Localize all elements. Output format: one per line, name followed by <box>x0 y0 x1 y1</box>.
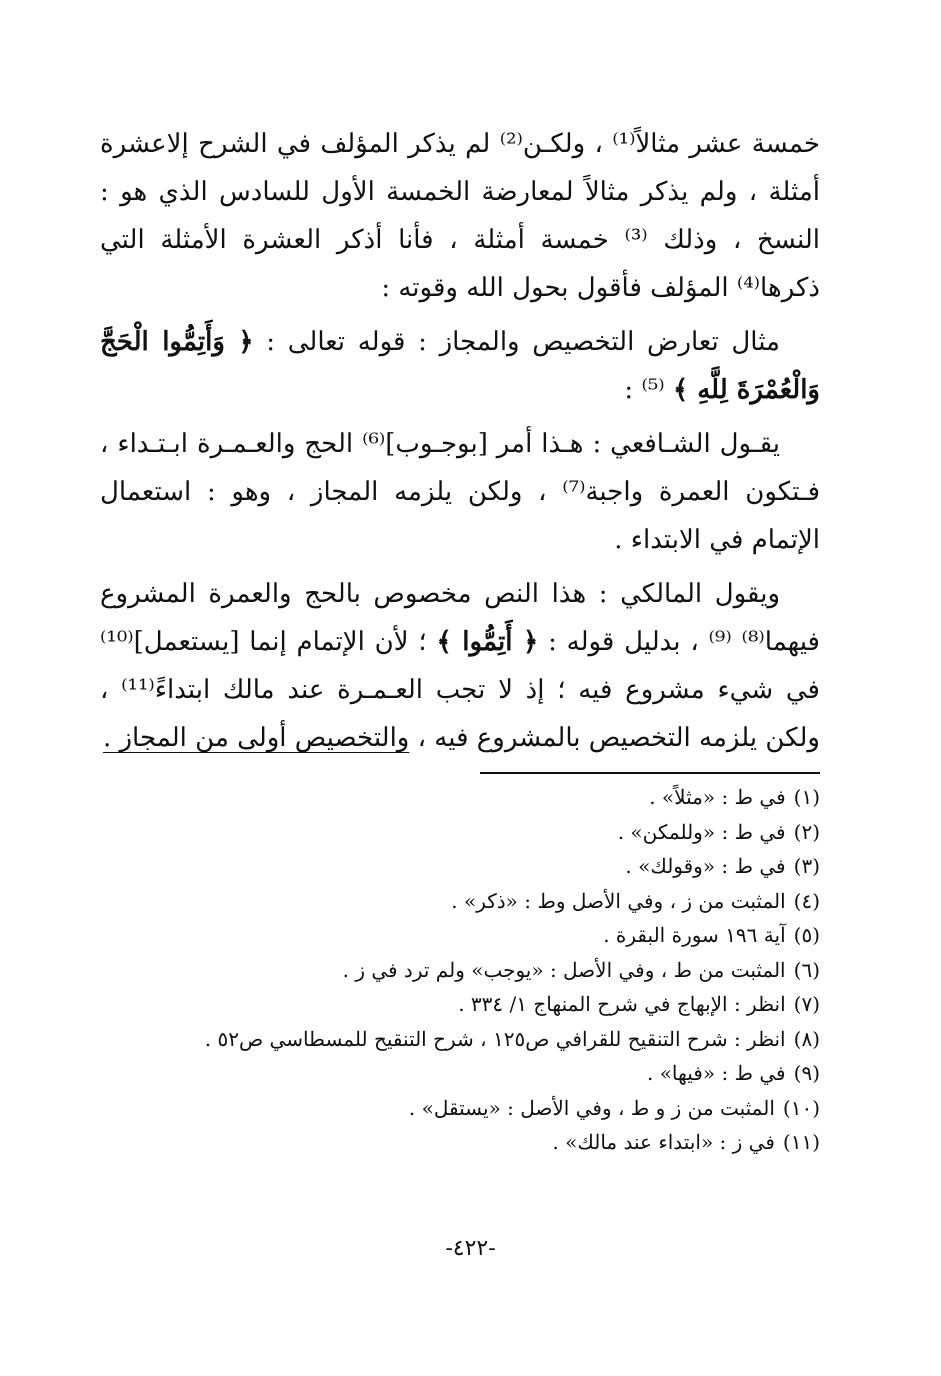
footnote-number: (٣) <box>793 854 820 878</box>
quran-verse: ﴿ وَأَتِمُّوا الْحَجَّ وَالْعُمْرَةَ لِلَّهِ ﴾ <box>100 327 820 405</box>
maliki-conclusion: والتخصيص أولى من المجاز . <box>102 723 410 753</box>
footnote-divider <box>480 772 820 774</box>
paragraph-shafii: يقـول الشـافعي : هـذا أمر [بوجـوب]⁽⁶⁾ الحج والعـمـرة ابـتـداء ، فـتكون العمرة واجبة⁽⁷⁾ ، ولكن يلزمه المجاز ، وهو : استعمال الإتمام في الابتداء . <box>100 429 821 555</box>
footnote-item <box>100 1056 820 1091</box>
footnote-number: (٩) <box>793 1061 820 1085</box>
footnote-item <box>100 884 820 919</box>
footnote-item <box>100 780 820 815</box>
footnote-number: (٤) <box>793 888 820 913</box>
footnote-text: في ط : «فيها» . <box>646 1061 786 1085</box>
example-lead-text: مثال تعارض التخصيص والمجاز : قوله تعالى : <box>253 327 780 357</box>
footnote-text: انظر : الإبهاج في شرح المنهاج ١/ ٣٣٤ . <box>458 992 786 1016</box>
paragraph-maliki <box>100 570 820 762</box>
footnote-number: (١١) <box>782 1130 820 1154</box>
footnote-item <box>100 1022 820 1057</box>
footnote-item <box>100 1091 820 1126</box>
footnote-item <box>100 918 820 953</box>
footnote-number: (٢) <box>793 819 820 844</box>
footnote-number: (٥) <box>793 923 820 947</box>
footnote-text: في ط : «وللمكن» . <box>617 819 786 844</box>
footnote-number: (٨) <box>793 1026 820 1051</box>
footnote-item <box>100 953 820 988</box>
quran-word: ﴿ أَتِمُّوا ﴾ <box>436 627 539 657</box>
footnote-number: (٦) <box>793 957 820 982</box>
footnote-text: انظر : شرح التنقيح للقرافي ص١٢٥ ، شرح التنقيح للمسطاسي ص٥٢ . <box>204 1026 786 1051</box>
verse-footnote-ref: ⁽⁵⁾ : <box>624 375 665 405</box>
footnote-text: في ط : «مثلاً» . <box>649 785 786 809</box>
footnote-number: (٧) <box>793 992 820 1016</box>
footnote-item <box>100 815 820 850</box>
footnote-item <box>100 987 820 1022</box>
paragraph-example-heading <box>100 318 820 414</box>
footnote-number: (١) <box>793 785 820 809</box>
footnote-text: في ط : «وقولك» . <box>625 854 786 878</box>
maliki-lead-text: ويقول المالكي : هذا النص مخصوص بالحج والعمرة المشروع فيهما⁽⁸⁾ ⁽⁹⁾ ، بدليل قوله : <box>100 579 820 657</box>
footnote-text: المثبت من ز ، وفي الأصل وط : «ذكر» . <box>451 888 786 913</box>
footnote-text: المثبت من ز و ط ، وفي الأصل : «يستقل» . <box>408 1095 775 1120</box>
paragraph-intro: خمسة عشر مثالاً⁽¹⁾ ، ولكـن⁽²⁾ لم يذكر المؤلف في الشرح إلاعشرة أمثلة ، ولم يذكر مثالاً لمعارضة الخمسة الأول للسادس الذي هو : النسخ ، وذلك ⁽³⁾ خمسة أمثلة ، فأنا أذكر العشرة الأمثلة التي ذكرها⁽⁴⁾ المؤلف فأقول بحول الله وقوته : <box>100 129 821 303</box>
footnote-text: المثبت من ط ، وفي الأصل : «يوجب» ولم ترد في ز . <box>342 957 786 982</box>
maliki-middle-text: ؛ لأن الإتمام إنما [يستعمل]⁽¹⁰⁾ في شيء مشروع فيه ؛ إذ لا تجب العـمـرة عند مالك ابتداءً⁽¹¹⁾ ، ولكن يلزمه التخصيص بالمشروع فيه ، <box>100 627 820 753</box>
footnote-number: (١٠) <box>782 1095 820 1120</box>
footnote-text: في ز : «ابتداء عند مالك» . <box>552 1130 775 1154</box>
footnote-text: آية ١٩٦ سورة البقرة . <box>603 923 786 947</box>
page-content <box>100 120 820 1160</box>
footnote-item <box>100 1125 820 1160</box>
page-number: -٤٢٢- <box>445 1236 496 1261</box>
footnotes-list <box>100 780 820 1160</box>
footnote-item <box>100 849 820 884</box>
